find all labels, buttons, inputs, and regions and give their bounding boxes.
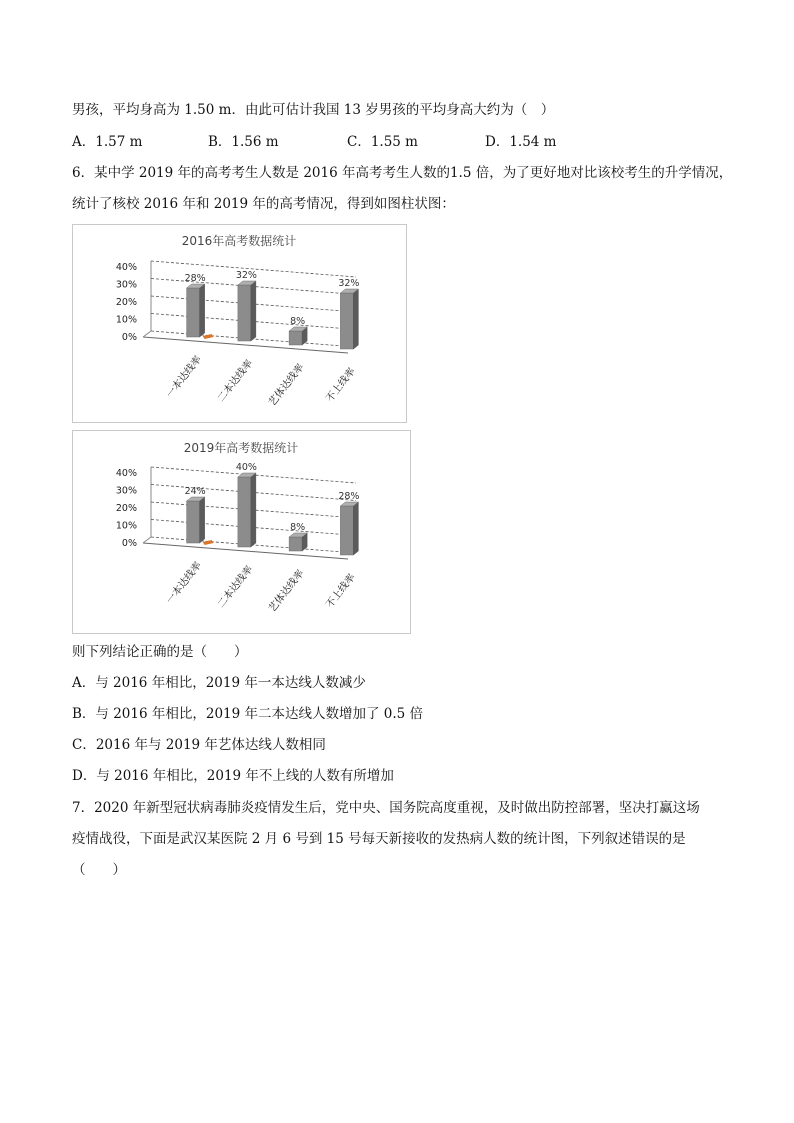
category-label: 二本达线率 — [215, 564, 256, 611]
data-label: 28% — [338, 491, 360, 502]
y-tick-label: 0% — [121, 538, 137, 549]
data-label: 28% — [184, 273, 206, 284]
q6-stem-line2: 统计了核校 2016 年和 2019 年的高考情况，得到如图柱状图： — [72, 196, 455, 212]
y-tick-label: 10% — [115, 520, 137, 532]
q6-prompt: 则下列结论正确的是（ ） — [72, 644, 248, 660]
q6-option-a: A．与 2016 年相比，2019 年一本达线人数减少 — [72, 675, 366, 691]
bar — [187, 288, 200, 337]
data-label: 24% — [184, 486, 206, 497]
data-label: 40% — [235, 462, 257, 473]
data-label: 8% — [290, 522, 306, 533]
chart-title: 2016年高考数据统计 — [181, 234, 297, 248]
q7-stem-line2: 疫情战役，下面是武汉某医院 2 月 6 号到 15 号每天新接收的发热病人数的统计图，下列叙述错误的是 — [72, 831, 686, 847]
q6-stem-line1: 6．某中学 2019 年的高考考生人数是 2016 年高考考生人数的1.5 倍，为了更好地对比该校考生的升学情况， — [72, 165, 733, 181]
data-label: 32% — [235, 270, 257, 281]
q6-option-c: C．2016 年与 2019 年艺体达线人数相同 — [72, 737, 326, 753]
bar-side — [353, 289, 358, 349]
chart-2016-svg — [73, 225, 406, 422]
bar — [238, 477, 251, 547]
bar — [289, 537, 302, 551]
floor-corner — [143, 537, 151, 543]
bar — [238, 285, 251, 341]
secondary-series-marker — [203, 334, 214, 339]
q6-option-d: D．与 2016 年相比，2019 年不上线的人数有所增加 — [72, 768, 394, 784]
bar-side — [251, 281, 256, 341]
category-label: 艺体达线率 — [267, 362, 307, 409]
bar-side — [251, 473, 256, 547]
q7-stem-line3: （ ） — [72, 862, 126, 878]
bar-side — [200, 284, 205, 337]
data-label: 8% — [290, 316, 306, 327]
q5-option-d: D．1.54 m — [485, 134, 557, 150]
category-label: 艺体达线率 — [267, 568, 307, 615]
y-tick-label: 40% — [115, 262, 137, 273]
floor-corner — [143, 331, 151, 337]
category-label: 一本达线率 — [164, 560, 204, 607]
q5-option-c: C．1.55 m — [347, 134, 418, 150]
q5-option-a: A．1.57 m — [72, 134, 143, 150]
category-label: 二本达线率 — [215, 358, 256, 405]
q6-option-b: B．与 2016 年相比，2019 年二本达线人数增加了 0.5 倍 — [72, 706, 424, 722]
y-tick-label: 30% — [115, 485, 137, 497]
y-tick-label: 40% — [115, 468, 137, 479]
chart-title: 2019年高考数据统计 — [183, 441, 299, 455]
y-tick-label: 20% — [115, 503, 137, 514]
y-tick-label: 30% — [115, 279, 137, 291]
bar — [289, 331, 302, 345]
bar — [187, 501, 200, 543]
secondary-series-marker — [203, 540, 214, 545]
chart-2016 — [72, 224, 407, 423]
q5-option-b: B．1.56 m — [208, 134, 279, 150]
chart-2019 — [72, 430, 411, 634]
bar-side — [353, 502, 358, 555]
bar — [340, 293, 353, 349]
category-label: 一本达线率 — [164, 354, 204, 401]
category-label: 不上线率 — [324, 366, 358, 405]
q7-stem-line1: 7．2020 年新型冠状病毒肺炎疫情发生后，党中央、国务院高度重视，及时做出防控部署，坚决打赢这场 — [72, 800, 700, 816]
chart-2019-svg — [73, 431, 410, 633]
category-label: 不上线率 — [324, 572, 358, 611]
bar — [340, 506, 353, 555]
bar-side — [200, 497, 205, 543]
y-tick-label: 0% — [121, 332, 137, 343]
y-tick-label: 20% — [115, 297, 137, 308]
data-label: 32% — [338, 278, 360, 289]
q5-stem: 男孩，平均身高为 1.50 m．由此可估计我国 13 岁男孩的平均身高大约为（ ） — [72, 102, 555, 118]
y-tick-label: 10% — [115, 314, 137, 326]
